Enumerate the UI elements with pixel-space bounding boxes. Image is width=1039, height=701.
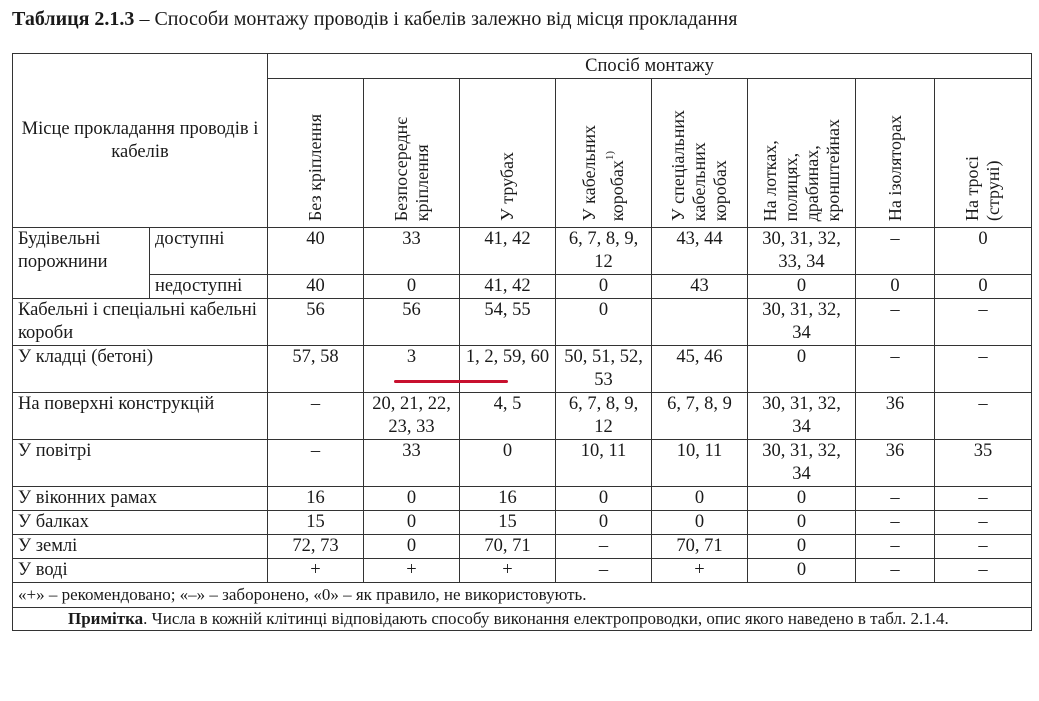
table-cell: 41, 42 [460, 228, 556, 275]
table-row [13, 346, 1032, 393]
table-cell: 0 [935, 275, 1032, 299]
table-cell: 0 [556, 487, 652, 511]
table-cell: 6, 7, 8, 9 [652, 393, 748, 440]
table-cell: 16 [268, 487, 364, 511]
table-cell: 0 [364, 275, 460, 299]
table-cell: 33 [364, 440, 460, 487]
table-cell: 57, 58 [268, 346, 364, 393]
header-place: Місце прокладання проводів і кабелів [13, 54, 268, 228]
table-legend: «+» – рекомендовано; «–» – заборонено, «0» – як правило, не використовують. [13, 583, 1032, 608]
table-cell: 0 [748, 346, 856, 393]
row-sub: доступні [150, 228, 268, 275]
table-cell: 6, 7, 8, 9, 12 [556, 393, 652, 440]
table-cell: 0 [748, 487, 856, 511]
row-place: Кабельні і спеціальні кабельні короби [13, 299, 268, 346]
table-row [13, 559, 1032, 583]
table-cell: 70, 71 [460, 535, 556, 559]
header-col-6: На ізоляторах [856, 79, 935, 228]
row-place: У воді [13, 559, 268, 583]
row-place: Будівельні порожнини [13, 228, 150, 299]
header-method: Спосіб монтажу [268, 54, 1032, 79]
table-row [13, 275, 1032, 299]
table-cell: 3 [364, 346, 460, 393]
table-cell: 0 [556, 511, 652, 535]
table-cell: 0 [364, 487, 460, 511]
table-cell: 56 [364, 299, 460, 346]
table-cell: 15 [460, 511, 556, 535]
table-cell: + [652, 559, 748, 583]
caption-label: Таблиця 2.1.3 [12, 8, 135, 30]
table-cell: 0 [856, 275, 935, 299]
table-cell: 30, 31, 32, 33, 34 [748, 228, 856, 275]
table-row [13, 393, 1032, 440]
table-cell: 30, 31, 32, 34 [748, 393, 856, 440]
table-cell: – [856, 511, 935, 535]
footnote-marker: 1) [604, 150, 616, 161]
table-cell: + [460, 559, 556, 583]
table-cell: 0 [364, 511, 460, 535]
table-cell: 56 [268, 299, 364, 346]
table-cell: 35 [935, 440, 1032, 487]
table-cell: – [935, 535, 1032, 559]
table-cell: 0 [460, 440, 556, 487]
table-cell: 0 [556, 275, 652, 299]
table-cell: 36 [856, 440, 935, 487]
table-cell: 41, 42 [460, 275, 556, 299]
header-col-4: У спеціальних кабельних коробах [652, 79, 748, 228]
table-cell: – [935, 393, 1032, 440]
table-cell: 6, 7, 8, 9, 12 [556, 228, 652, 275]
table-cell: – [556, 535, 652, 559]
header-col-3: У кабельних коробах$^{1)}$ [556, 79, 652, 228]
table-cell: 30, 31, 32, 34 [748, 440, 856, 487]
table-cell: 16 [460, 487, 556, 511]
table-cell: + [268, 559, 364, 583]
row-place: У віконних рамах [13, 487, 268, 511]
table-cell: 54, 55 [460, 299, 556, 346]
table-cell: 0 [556, 299, 652, 346]
table-cell: – [856, 559, 935, 583]
row-place: У землі [13, 535, 268, 559]
table-cell: 0 [652, 511, 748, 535]
table-cell: 43, 44 [652, 228, 748, 275]
row-place: На поверхні конструкцій [13, 393, 268, 440]
table-cell: 40 [268, 275, 364, 299]
table-cell: 0 [748, 511, 856, 535]
table-cell: 45, 46 [652, 346, 748, 393]
row-place: У кладці (бетоні) [13, 346, 268, 393]
table-row [13, 299, 1032, 346]
table-cell: 10, 11 [652, 440, 748, 487]
table-cell: 0 [652, 487, 748, 511]
table-cell: – [856, 487, 935, 511]
table-cell: 20, 21, 22, 23, 33 [364, 393, 460, 440]
table-cell: – [856, 346, 935, 393]
table-cell: – [556, 559, 652, 583]
table-cell: 4, 5 [460, 393, 556, 440]
table-cell: – [935, 487, 1032, 511]
table-row [13, 511, 1032, 535]
table-cell: 40 [268, 228, 364, 275]
table-cell [652, 299, 748, 346]
table-cell: 0 [748, 535, 856, 559]
table-cell: 0 [364, 535, 460, 559]
row-place: У балках [13, 511, 268, 535]
table-cell: 33 [364, 228, 460, 275]
table-cell: – [268, 393, 364, 440]
table-cell: – [935, 299, 1032, 346]
table-cell: – [268, 440, 364, 487]
table-cell: 15 [268, 511, 364, 535]
table-cell: 1, 2, 59, 60 [460, 346, 556, 393]
table-cell: 72, 73 [268, 535, 364, 559]
caption-text: – Способи монтажу проводів і кабелів залежно від місця прокладання [134, 8, 738, 30]
table-cell: 50, 51, 52, 53 [556, 346, 652, 393]
table-cell: 43 [652, 275, 748, 299]
table-row [13, 228, 1032, 275]
table-cell: – [935, 346, 1032, 393]
header-col-5: На лотках, полицях, драбинах, кронштейнах [748, 79, 856, 228]
note-text: . Числа в кожній клітинці відповідають способу виконання електропроводки, опис якого наведено в табл. 2.1.4. [143, 609, 949, 628]
table-cell: 30, 31, 32, 34 [748, 299, 856, 346]
table-cell: 0 [748, 275, 856, 299]
table-cell: – [856, 299, 935, 346]
header-col-2: У трубах [460, 79, 556, 228]
table-row [13, 535, 1032, 559]
table-row [13, 487, 1032, 511]
table-cell: – [856, 228, 935, 275]
table-note [13, 608, 1032, 631]
mounting-methods-table [12, 53, 1032, 631]
table-cell: 70, 71 [652, 535, 748, 559]
row-place: У повітрі [13, 440, 268, 487]
table-caption [12, 8, 737, 31]
table-cell: 0 [935, 228, 1032, 275]
table-cell: – [935, 511, 1032, 535]
row-sub: недоступні [150, 275, 268, 299]
table-cell: 0 [748, 559, 856, 583]
header-col-7: На тросі (струні) [935, 79, 1032, 228]
red-underline-mark [394, 380, 508, 383]
header-col-0: Без кріплення [268, 79, 364, 228]
table-row [13, 440, 1032, 487]
note-label: Примітка [68, 609, 144, 628]
table-cell: – [935, 559, 1032, 583]
table-cell: + [364, 559, 460, 583]
header-col-1: Безпосереднє кріплення [364, 79, 460, 228]
table-cell: 10, 11 [556, 440, 652, 487]
table-cell: 36 [856, 393, 935, 440]
table-cell: – [856, 535, 935, 559]
